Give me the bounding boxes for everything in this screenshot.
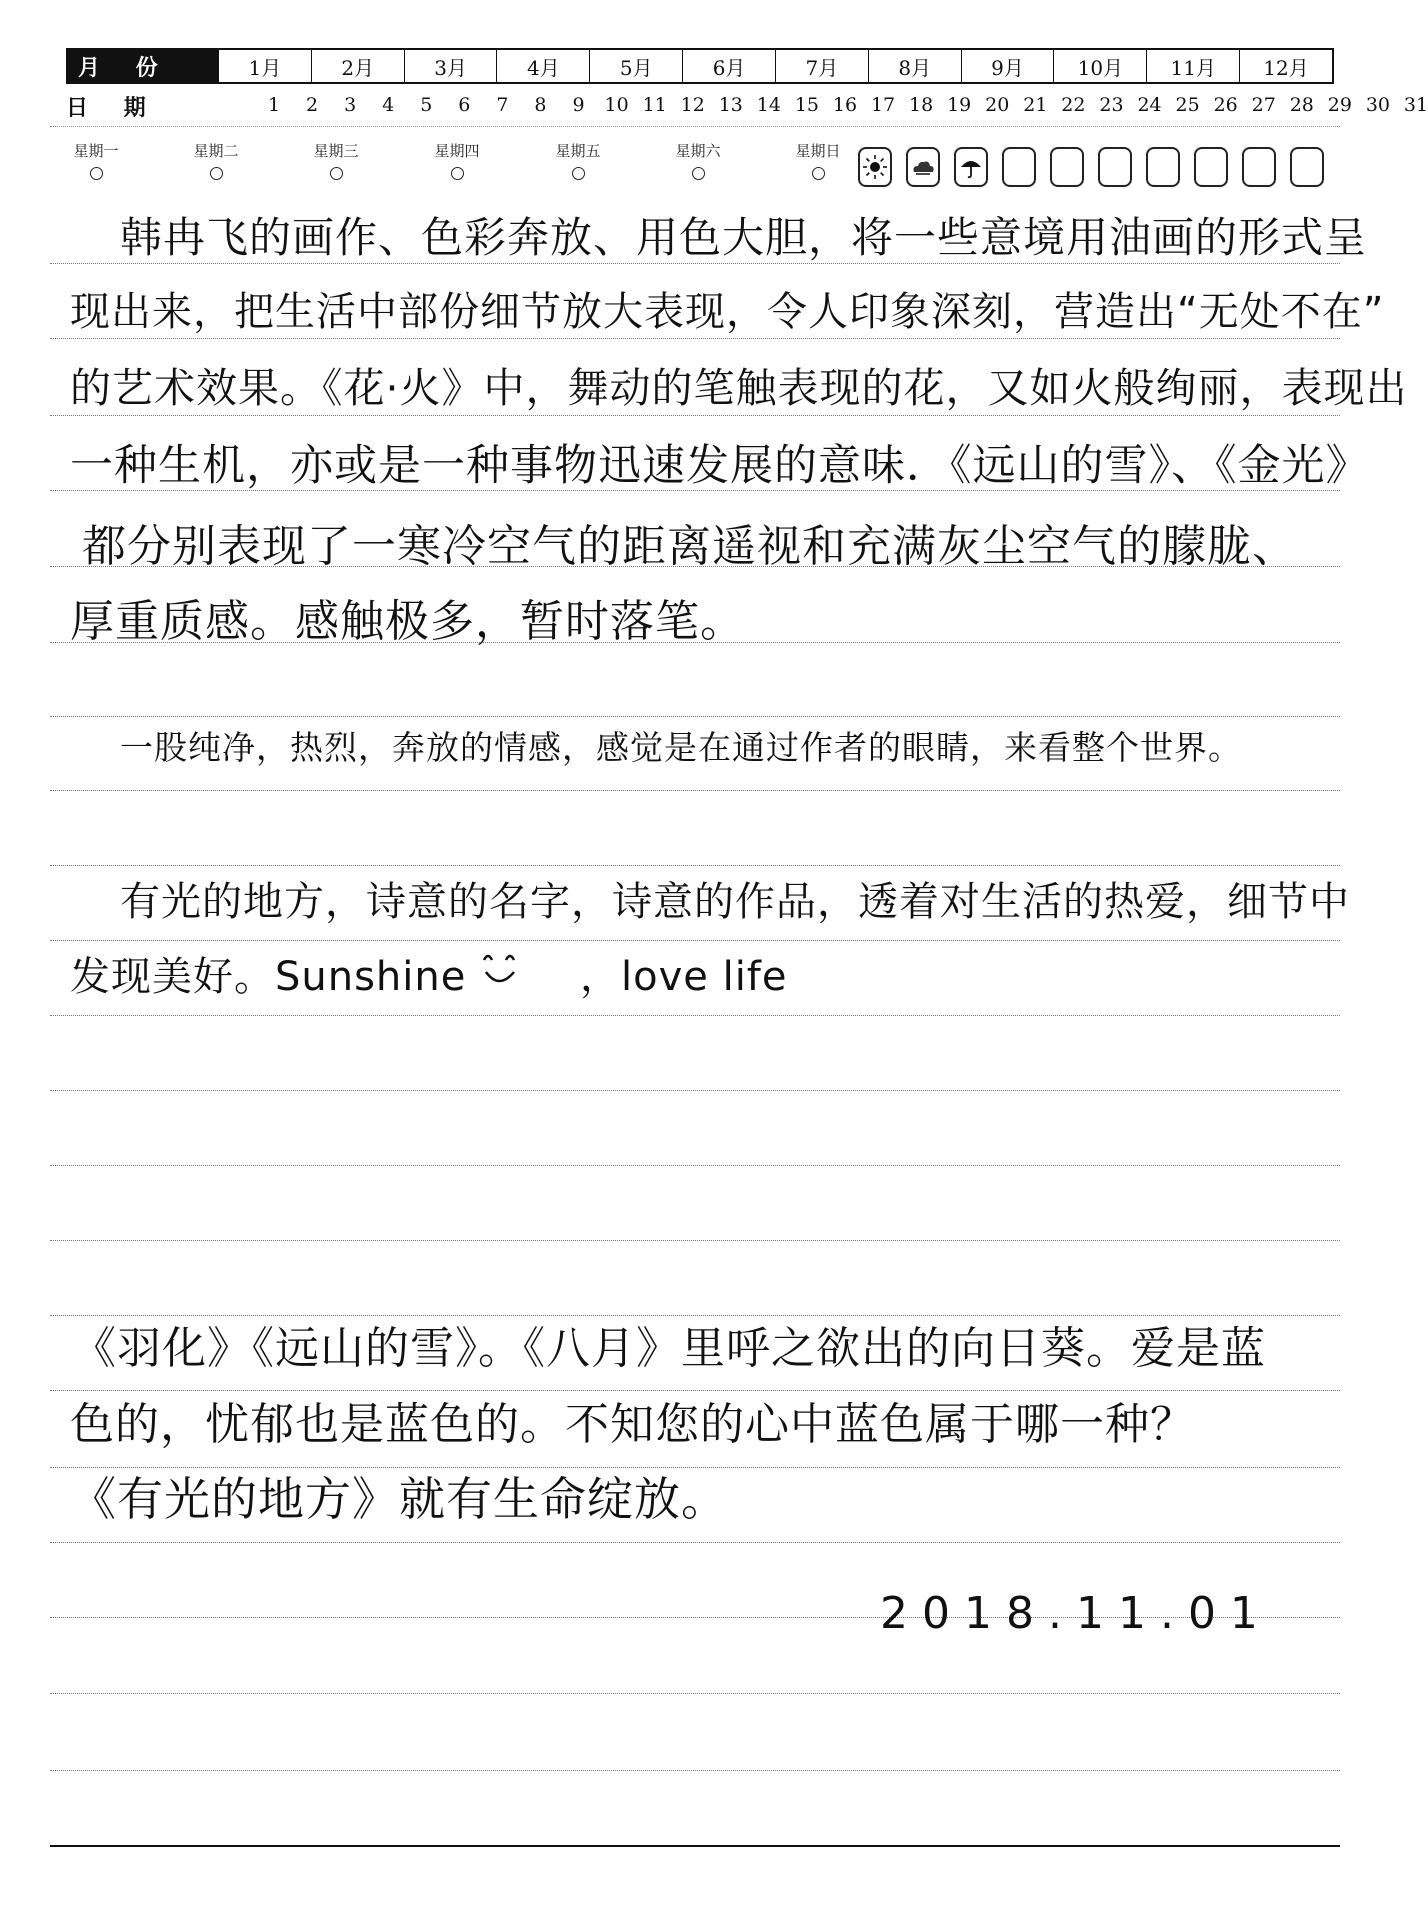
ruled-line — [50, 1542, 1340, 1543]
ruled-line — [50, 415, 1340, 416]
weekday-checkbox[interactable] — [90, 167, 103, 180]
day-number: 5 — [420, 94, 433, 116]
day-number: 8 — [534, 94, 547, 116]
cloud-icon[interactable] — [906, 147, 940, 187]
ruled-line — [50, 1693, 1340, 1694]
ruled-line — [50, 940, 1340, 941]
weekday-wed — [296, 140, 376, 185]
month-cell: 8月 — [868, 50, 961, 82]
text-line: 韩冉飞的画作、色彩奔放、用色大胆，将一些意境用油画的形式呈 — [120, 213, 1368, 262]
text-line: 《羽化》《远山的雪》。《八月》里呼之欲出的向日葵。爱是蓝 — [72, 1323, 1266, 1374]
day-number: 20 — [985, 94, 1010, 116]
ruled-line — [50, 1240, 1340, 1241]
weekday-label: 星期一 — [73, 142, 119, 160]
ruled-line — [50, 1165, 1340, 1166]
day-number: 6 — [458, 94, 471, 116]
umbrella-icon[interactable] — [954, 147, 988, 187]
day-number: 16 — [832, 94, 858, 116]
weekday-sun — [778, 140, 858, 185]
header-divider — [50, 126, 1340, 127]
text-line: 厚重质感。感触极多，暂时落笔。 — [70, 596, 745, 647]
weekday-sat — [658, 140, 738, 185]
weekday-label: 星期五 — [555, 142, 601, 160]
day-number: 12 — [680, 94, 705, 116]
weather-empty-box[interactable] — [1002, 147, 1036, 187]
day-number: 1 — [267, 94, 281, 116]
text-line: 一种生机，亦或是一种事物迅速发展的意味．《远山的雪》、《金光》 — [70, 441, 1370, 491]
weekday-mon — [56, 140, 136, 185]
weekday-checkbox[interactable] — [572, 167, 585, 180]
month-label: 月 份 — [68, 50, 218, 82]
weekday-thu — [417, 140, 497, 185]
ruled-line — [50, 790, 1340, 791]
month-cell: 2月 — [311, 50, 404, 82]
text-line: 发现美好。Sunshine — [70, 954, 467, 1000]
ruled-line — [50, 1090, 1340, 1091]
smiley-icon — [478, 950, 522, 990]
weekday-tue — [176, 140, 256, 185]
day-number: 19 — [947, 94, 972, 116]
weekday-label: 星期四 — [434, 142, 480, 160]
day-number: 23 — [1099, 94, 1124, 116]
month-cell: 3月 — [404, 50, 497, 82]
ruled-line — [50, 1845, 1340, 1847]
text-line: 现出来，把生活中部份细节放大表现，令人印象深刻，营造出“无处不在” — [70, 289, 1385, 335]
ruled-line — [50, 716, 1340, 717]
day-number: 24 — [1137, 94, 1162, 116]
weekday-checkbox[interactable] — [451, 167, 464, 180]
text-line: 色的，忧郁也是蓝色的。不知您的心中蓝色属于哪一种？ — [70, 1399, 1195, 1450]
ruled-line — [50, 1015, 1340, 1016]
day-number: 13 — [718, 94, 743, 116]
weekday-checkbox[interactable] — [692, 167, 705, 180]
day-number: 18 — [909, 94, 934, 116]
weather-empty-box[interactable] — [1098, 147, 1132, 187]
day-number: 9 — [572, 94, 585, 116]
weekday-label: 星期六 — [675, 142, 721, 160]
weather-empty-box[interactable] — [1050, 147, 1084, 187]
day-number: 22 — [1061, 94, 1086, 116]
day-number: 2 — [306, 94, 319, 116]
month-cell: 10月 — [1053, 50, 1146, 82]
day-number: 15 — [794, 94, 820, 116]
day-number: 3 — [344, 94, 357, 116]
weekday-checkbox[interactable] — [210, 167, 223, 180]
weather-empty-box[interactable] — [1146, 147, 1180, 187]
weather-empty-box[interactable] — [1290, 147, 1324, 187]
month-row — [66, 48, 1334, 84]
day-number: 28 — [1289, 94, 1314, 116]
weather-empty-box[interactable] — [1194, 147, 1228, 187]
day-number: 30 — [1365, 94, 1391, 116]
weekday-label: 星期三 — [313, 142, 359, 160]
ruled-line — [50, 338, 1340, 339]
weekday-checkbox[interactable] — [330, 167, 343, 180]
month-cell: 11月 — [1146, 50, 1239, 82]
month-cell: 7月 — [775, 50, 868, 82]
text-line: ，love life — [580, 954, 788, 1000]
text-line: 的艺术效果。《花·火》中，舞动的笔触表现的花，又如火般绚丽，表现出 — [70, 364, 1408, 412]
day-label: 日 期 — [66, 95, 160, 121]
text-line: 都分别表现了一寒冷空气的距离遥视和充满灰尘空气的朦胧、 — [82, 521, 1297, 572]
day-numbers — [166, 90, 1428, 122]
day-number: 27 — [1251, 94, 1276, 116]
day-number: 21 — [1023, 94, 1048, 116]
text-line: 有光的地方，诗意的名字，诗意的作品，透着对生活的热爱，细节中 — [120, 879, 1350, 925]
day-number: 25 — [1175, 94, 1200, 116]
day-number: 14 — [756, 94, 781, 116]
month-cell: 5月 — [589, 50, 682, 82]
ruled-line — [50, 865, 1340, 866]
month-cell: 9月 — [961, 50, 1054, 82]
month-cell: 4月 — [496, 50, 589, 82]
weekday-checkbox[interactable] — [812, 167, 825, 180]
entry-date: 2018.11.01 — [880, 1588, 1272, 1639]
text-line: 《有光的地方》就有生命绽放。 — [70, 1472, 728, 1526]
month-cell: 6月 — [682, 50, 775, 82]
weekday-label: 星期二 — [193, 142, 239, 160]
day-number: 11 — [642, 94, 667, 116]
weekday-label: 星期日 — [795, 142, 841, 160]
weekday-fri — [538, 140, 618, 185]
ruled-line — [50, 1770, 1340, 1771]
day-number: 17 — [870, 94, 896, 116]
month-cell: 1月 — [218, 50, 311, 82]
day-number: 26 — [1213, 94, 1238, 116]
day-number: 31 — [1403, 94, 1428, 116]
day-number: 29 — [1327, 94, 1352, 116]
day-number: 10 — [604, 94, 629, 116]
sun-icon[interactable] — [858, 147, 892, 187]
day-number: 4 — [382, 94, 395, 116]
text-line: 一股纯净，热烈，奔放的情感，感觉是在通过作者的眼睛，来看整个世界。 — [120, 728, 1242, 767]
day-row — [66, 90, 1428, 122]
day-number: 7 — [496, 94, 509, 116]
weather-empty-box[interactable] — [1242, 147, 1276, 187]
month-cell: 12月 — [1239, 50, 1332, 82]
